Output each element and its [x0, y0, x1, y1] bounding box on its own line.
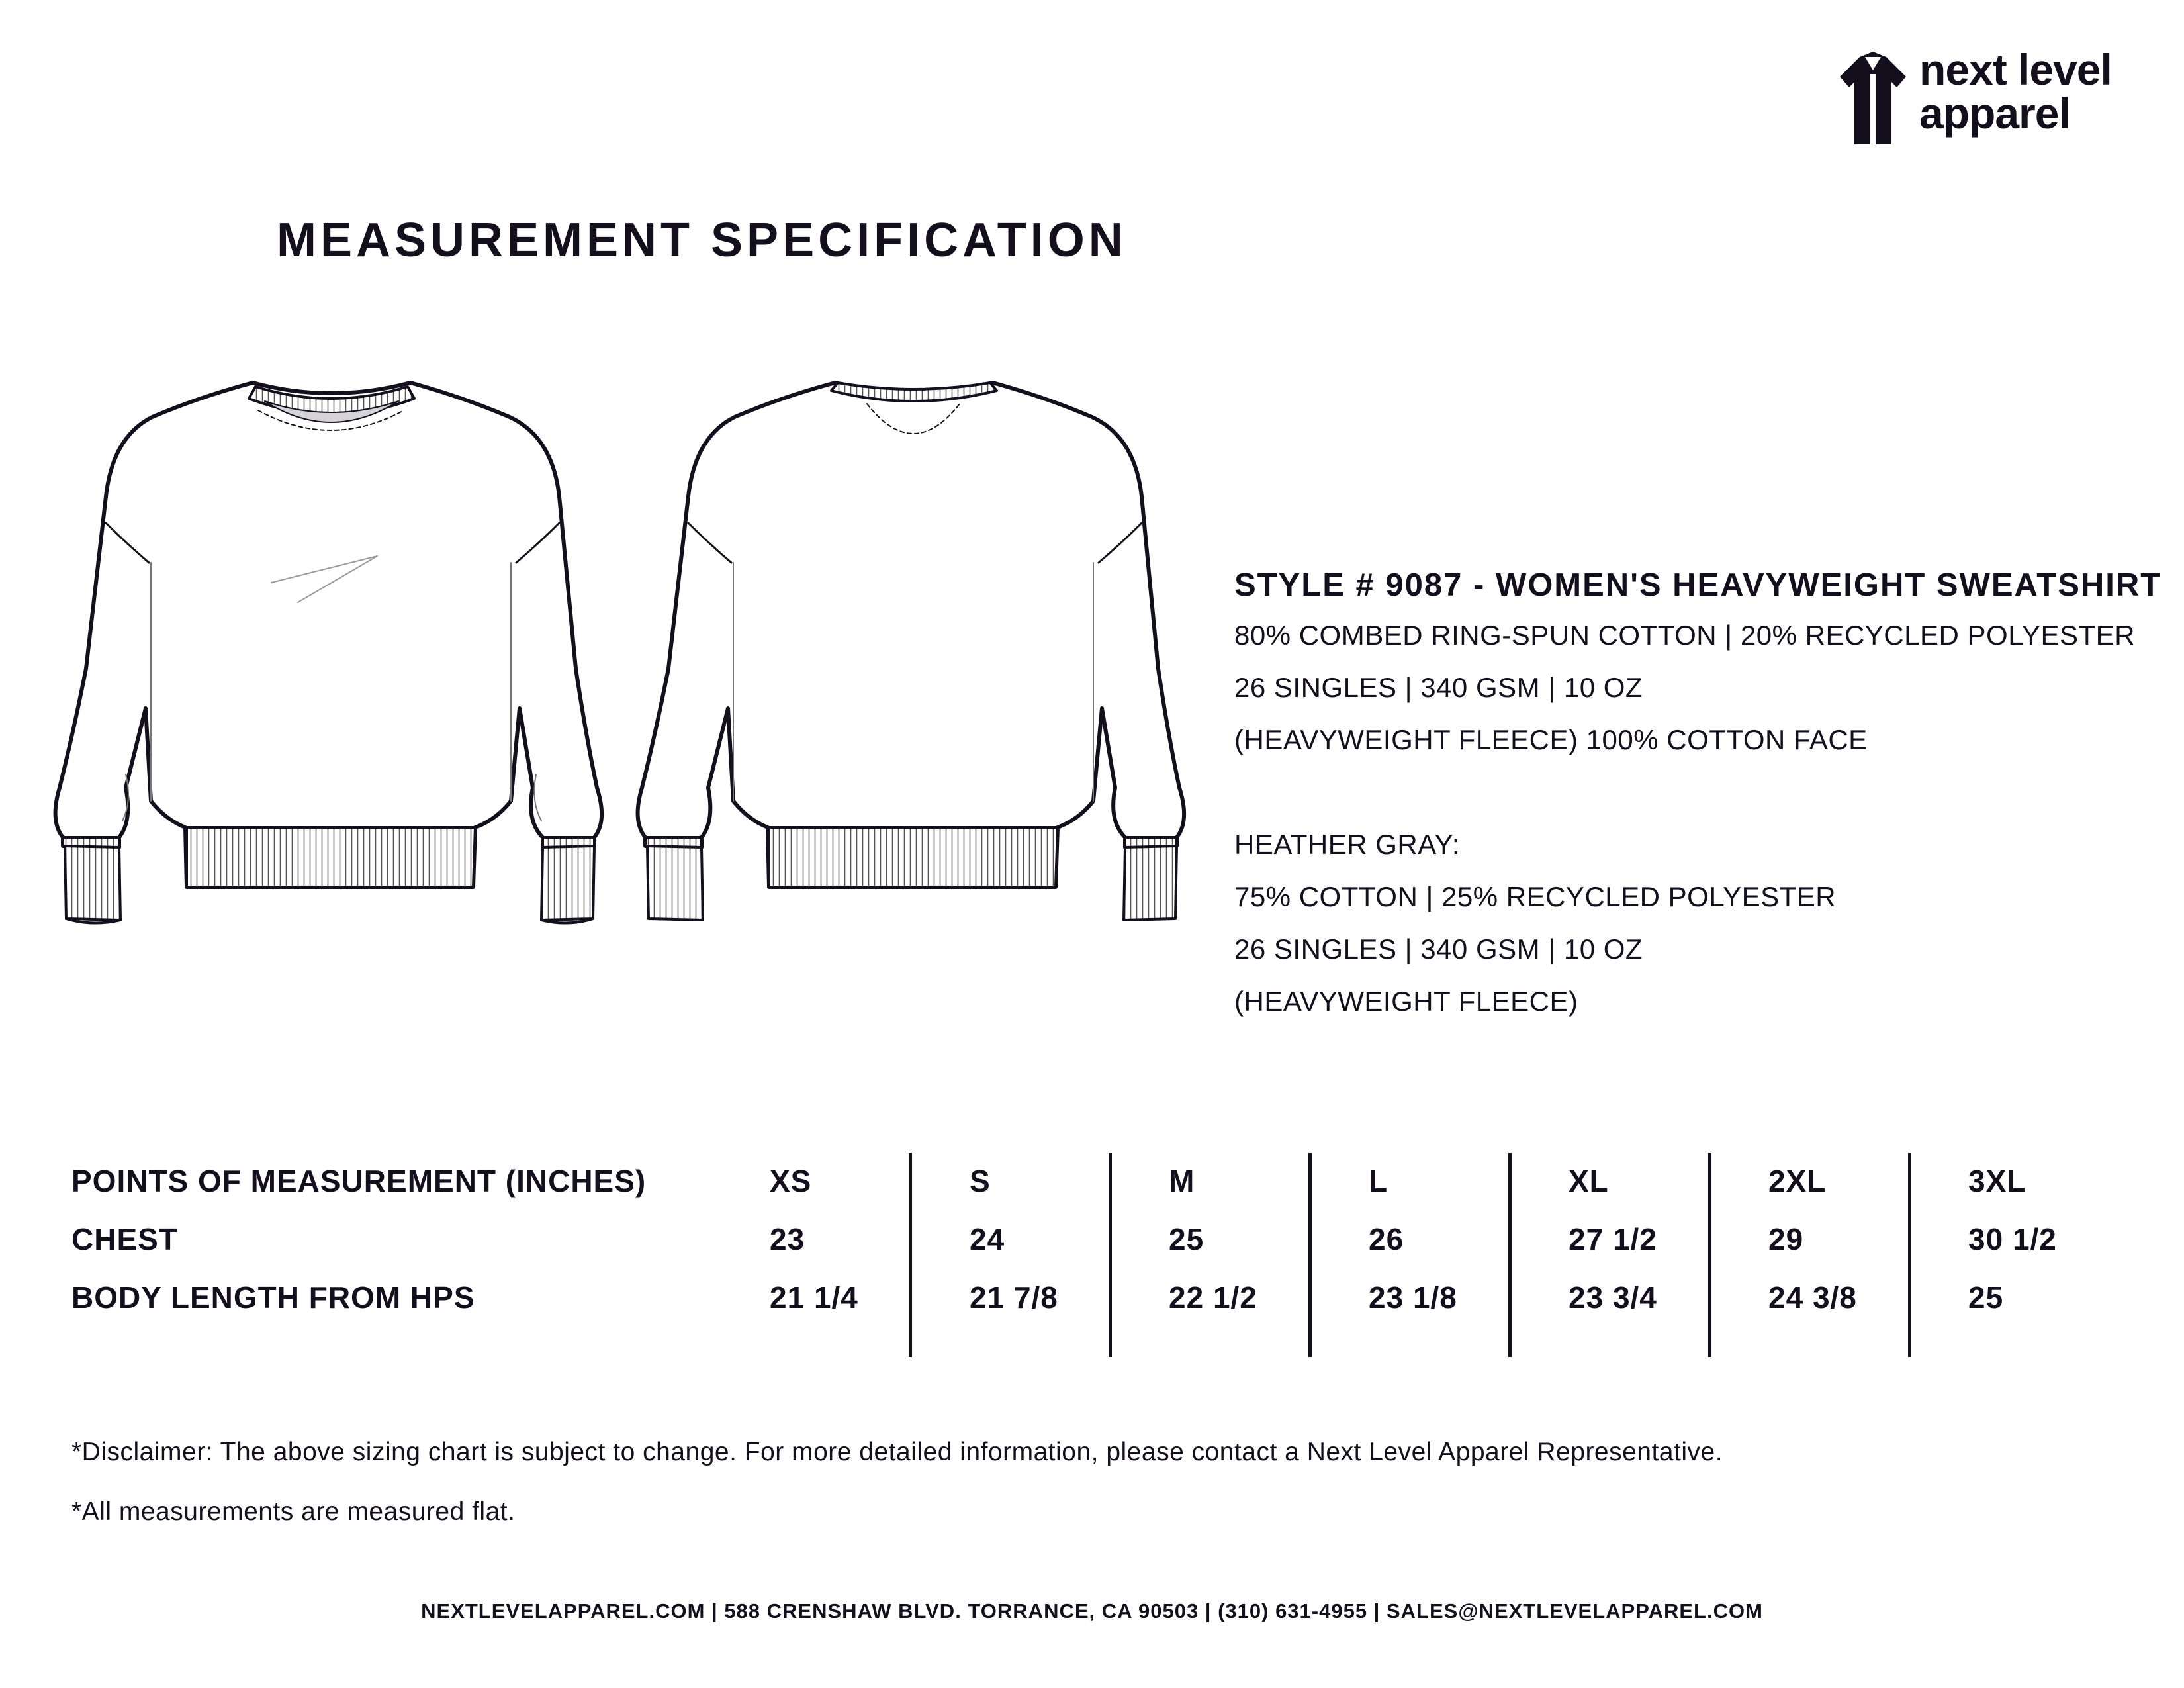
- table-cell: 30 1/2: [1968, 1222, 2057, 1256]
- table-cell: 24 3/8: [1768, 1280, 1857, 1315]
- heather-line: 75% COTTON | 25% RECYCLED POLYESTER: [1234, 881, 1837, 912]
- table-cell: 23 1/8: [1369, 1280, 1457, 1315]
- disclaimer-note: *Disclaimer: The above sizing chart is subject to change. For more detailed information, please contact a Next Level Apparel Representative.: [71, 1438, 1723, 1466]
- column-divider: [1308, 1153, 1312, 1357]
- heather-heading: HEATHER GRAY:: [1234, 829, 1461, 860]
- table-cell: 22 1/2: [1169, 1280, 1257, 1315]
- heather-line: 26 SINGLES | 340 GSM | 10 OZ: [1234, 933, 1643, 964]
- table-cell: 23: [770, 1222, 805, 1256]
- brand-logo: [1840, 45, 2151, 147]
- table-cell: 21 1/4: [770, 1280, 858, 1315]
- sweatshirt-front-icon: [56, 383, 602, 923]
- table-header-label: POINTS OF MEASUREMENT (INCHES): [71, 1164, 647, 1198]
- brand-line-2: apparel: [1919, 89, 2070, 138]
- heather-line: (HEAVYWEIGHT FLEECE): [1234, 986, 1578, 1017]
- table-cell: 27 1/2: [1569, 1222, 1657, 1256]
- sweatshirt-back-icon: [638, 383, 1185, 920]
- table-label-column: [71, 1152, 646, 1327]
- footer-contact: NEXTLEVELAPPAREL.COM | 588 CRENSHAW BLVD. TORRANCE, CA 90503 | (310) 631-4955 | SALES@NEXTLEVELAPPAREL.COM: [421, 1599, 1763, 1622]
- size-column-s: [970, 1152, 1058, 1327]
- table-cell: 21 7/8: [970, 1280, 1058, 1315]
- size-header: XS: [770, 1164, 812, 1198]
- style-specs: [1234, 561, 2161, 1027]
- size-header: 3XL: [1968, 1164, 2026, 1198]
- size-header: S: [970, 1164, 991, 1198]
- tshirt-icon: [1840, 52, 1906, 144]
- size-column-2xl: [1768, 1152, 1857, 1327]
- table-cell: 26: [1369, 1222, 1404, 1256]
- column-divider: [1109, 1153, 1112, 1357]
- size-column-xs: [770, 1152, 858, 1327]
- size-column-l: [1369, 1152, 1457, 1327]
- row-label-body-length: BODY LENGTH FROM HPS: [71, 1280, 475, 1315]
- column-divider: [1508, 1153, 1512, 1357]
- spec-line: 26 SINGLES | 340 GSM | 10 OZ: [1234, 672, 1643, 703]
- spec-line: 80% COMBED RING-SPUN COTTON | 20% RECYCLED POLYESTER: [1234, 620, 2135, 651]
- table-cell: 29: [1768, 1222, 1804, 1256]
- row-label-chest: CHEST: [71, 1222, 178, 1256]
- style-title: STYLE # 9087 - WOMEN'S HEAVYWEIGHT SWEATSHIRT: [1234, 567, 2162, 603]
- garment-illustrations: [33, 364, 1224, 1046]
- table-cell: 24: [970, 1222, 1005, 1256]
- brand-wordmark: [1919, 45, 2112, 138]
- size-header: M: [1169, 1164, 1195, 1198]
- size-column-3xl: [1968, 1152, 2057, 1327]
- column-divider: [1908, 1153, 1911, 1357]
- size-header: XL: [1569, 1164, 1609, 1198]
- flat-measurement-note: *All measurements are measured flat.: [71, 1497, 516, 1526]
- size-column-m: [1169, 1152, 1257, 1327]
- table-cell: 25: [1169, 1222, 1205, 1256]
- spec-line: (HEAVYWEIGHT FLEECE) 100% COTTON FACE: [1234, 724, 1868, 755]
- column-divider: [1708, 1153, 1711, 1357]
- page-title: MEASUREMENT SPECIFICATION: [277, 214, 1127, 267]
- size-column-xl: [1569, 1152, 1657, 1327]
- size-header: L: [1369, 1164, 1388, 1198]
- column-divider: [909, 1153, 912, 1357]
- table-cell: 23 3/4: [1569, 1280, 1657, 1315]
- brand-line-1: next level: [1919, 45, 2112, 94]
- size-header: 2XL: [1768, 1164, 1827, 1198]
- table-cell: 25: [1968, 1280, 2004, 1315]
